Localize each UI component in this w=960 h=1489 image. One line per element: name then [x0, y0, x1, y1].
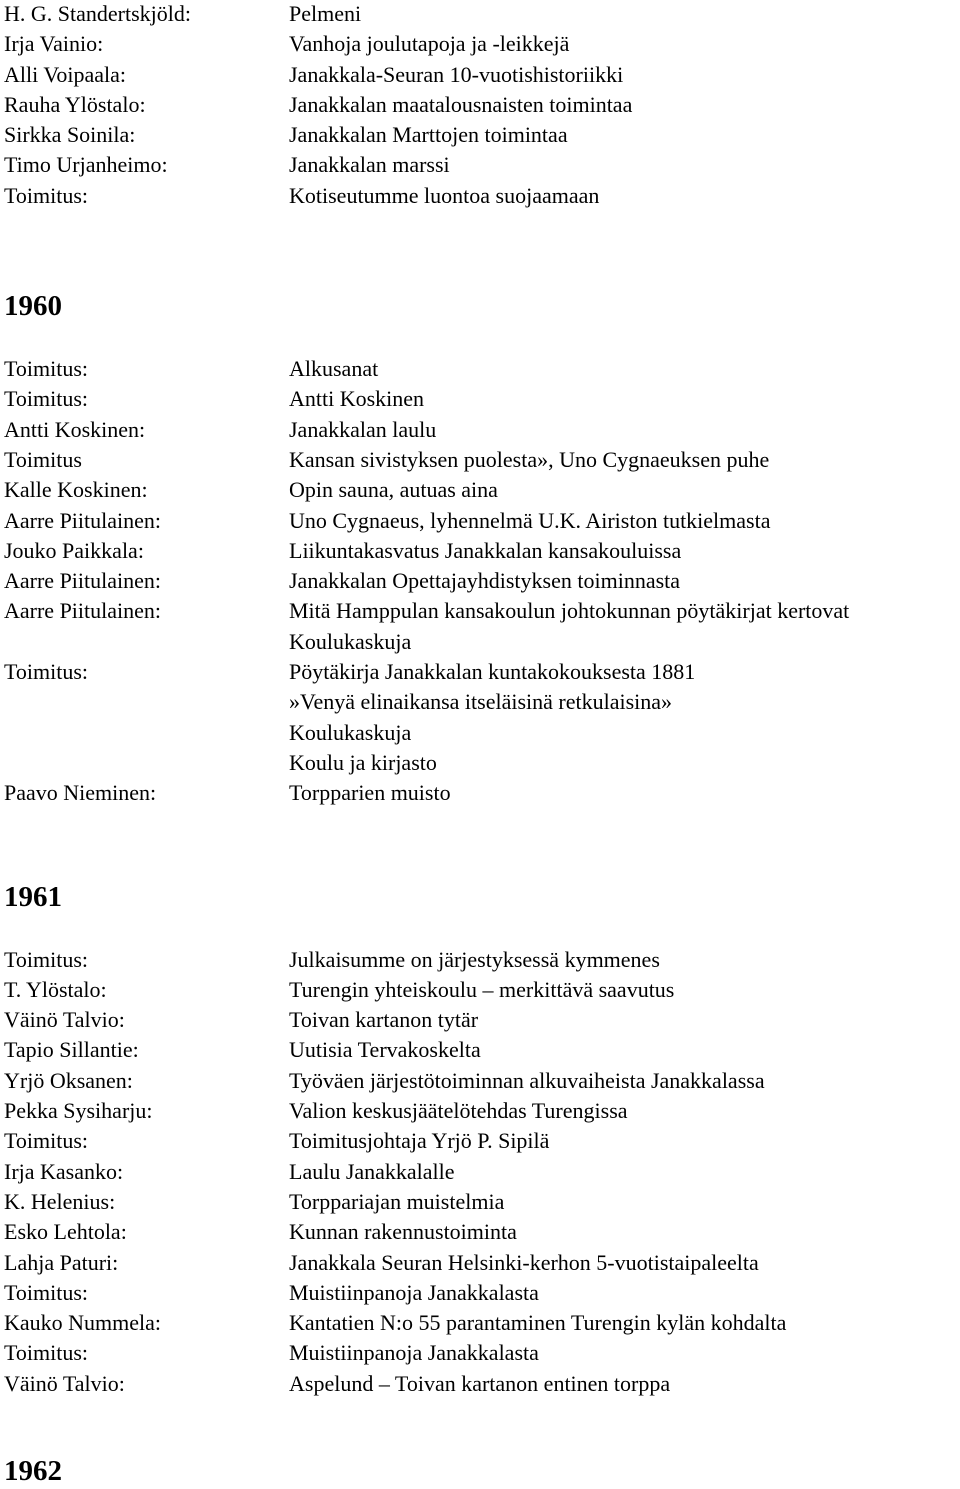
list-item: [4, 1187, 960, 1217]
entry-title: Janakkalan Marttojen toimintaa: [289, 122, 568, 148]
entry-title: Muistiinpanoja Janakkalasta: [289, 1340, 539, 1366]
entry-title: Liikuntakasvatus Janakkalan kansakouluissa: [289, 537, 682, 563]
entry-author: Kalle Koskinen:: [4, 477, 148, 503]
entry-title: Alkusanat: [289, 356, 379, 382]
list-item: [4, 566, 960, 596]
entry-title: Valion keskusjäätelötehdas Turengissa: [289, 1098, 628, 1124]
list-item: [4, 627, 960, 657]
list-item: [4, 1066, 960, 1096]
list-item: [4, 354, 960, 384]
entry-author: Antti Koskinen:: [4, 416, 146, 442]
entry-title: Torppariajan muistelmia: [289, 1188, 505, 1214]
entry-author: Yrjö Oksanen:: [4, 1067, 133, 1093]
list-item: [4, 1338, 960, 1368]
entry-author: Lahja Paturi:: [4, 1249, 119, 1275]
list-item: [4, 945, 960, 975]
entry-title: Antti Koskinen: [289, 386, 425, 412]
year-heading: 1960: [4, 290, 62, 323]
entry-title: Muistiinpanoja Janakkalasta: [289, 1279, 539, 1305]
entry-title: Janakkala-Seuran 10-vuotishistoriikki: [289, 61, 624, 87]
list-item: [4, 536, 960, 566]
entry-author: Irja Vainio:: [4, 31, 104, 57]
entry-author: Pekka Sysiharju:: [4, 1098, 153, 1124]
entry-title: Toimitusjohtaja Yrjö P. Sipilä: [289, 1128, 550, 1154]
entry-title: Laulu Janakkalalle: [289, 1158, 455, 1184]
year-heading: 1961: [4, 880, 62, 913]
spacer: [4, 915, 960, 945]
entry-title: Koulukaskuja: [289, 719, 412, 745]
list-item: [4, 60, 960, 90]
list-item: [4, 384, 960, 414]
list-item: [4, 687, 960, 717]
list-item: [4, 975, 960, 1005]
list-item: [4, 1096, 960, 1126]
list-item: [4, 657, 960, 687]
entry-title: Janakkalan laulu: [289, 416, 437, 442]
entry-author: Toimitus:: [4, 356, 89, 382]
section-1962: [4, 1453, 960, 1489]
entry-author: Irja Kasanko:: [4, 1158, 124, 1184]
entry-author: Toimitus:: [4, 1340, 89, 1366]
list-item: [4, 1248, 960, 1278]
section-1960: [4, 288, 960, 808]
entry-author: Toimitus: [4, 446, 82, 472]
entry-author: Paavo Nieminen:: [4, 780, 157, 806]
entry-author: Väinö Talvio:: [4, 1370, 125, 1396]
list-item: [4, 29, 960, 59]
entry-title: Kotiseutumme luontoa suojaamaan: [289, 182, 600, 208]
entry-author: H. G. Standertskjöld:: [4, 1, 191, 26]
spacer: [4, 324, 960, 354]
spacer: [4, 211, 960, 288]
entry-author: T. Ylöstalo:: [4, 976, 107, 1002]
entry-title: Koulukaskuja: [289, 628, 412, 654]
section-continued: [4, 0, 960, 211]
list-item: [4, 748, 960, 778]
entry-author: Toimitus:: [4, 1279, 89, 1305]
list-item: [4, 506, 960, 536]
year-heading: 1962: [4, 1454, 62, 1487]
list-item: [4, 1126, 960, 1156]
list-item: [4, 1369, 960, 1399]
entry-title: Kantatien N:o 55 parantaminen Turengin kylän kohdalta: [289, 1310, 787, 1336]
spacer: [4, 1399, 960, 1453]
list-item: [4, 1278, 960, 1308]
list-item: [4, 596, 960, 626]
list-item: [4, 445, 960, 475]
entry-title: Janakkalan marssi: [289, 152, 450, 178]
list-item: [4, 1308, 960, 1338]
list-item: [4, 1035, 960, 1065]
list-item: [4, 90, 960, 120]
entry-title: Uno Cygnaeus, lyhennelmä U.K. Airiston tutkielmasta: [289, 507, 771, 533]
entry-author: Jouko Paikkala:: [4, 537, 144, 563]
list-item: [4, 718, 960, 748]
entry-author: Rauha Ylöstalo:: [4, 91, 146, 117]
entry-author: Toimitus:: [4, 946, 89, 972]
entry-author: Toimitus:: [4, 659, 89, 685]
entry-title: Koulu ja kirjasto: [289, 749, 437, 775]
list-item: [4, 1005, 960, 1035]
entry-title: Kansan sivistyksen puolesta», Uno Cygnaeuksen puhe: [289, 446, 770, 472]
entry-title: Janakkala Seuran Helsinki-kerhon 5-vuotistaipaleelta: [289, 1249, 759, 1275]
entry-title: Mitä Hamppulan kansakoulun johtokunnan pöytäkirjat kertovat: [289, 598, 850, 624]
entry-title: Opin sauna, autuas aina: [289, 477, 498, 503]
list-item: [4, 1217, 960, 1247]
list-item: [4, 120, 960, 150]
entry-title: Uutisia Tervakoskelta: [289, 1037, 481, 1063]
entry-author: Sirkka Soinila:: [4, 122, 136, 148]
entry-title: Vanhoja joulutapoja ja -leikkejä: [289, 31, 570, 57]
list-item: [4, 181, 960, 211]
document-page: [4, 0, 960, 1489]
entry-title: Aspelund – Toivan kartanon entinen torppa: [289, 1370, 671, 1396]
list-item: [4, 778, 960, 808]
entry-title: Torpparien muisto: [289, 780, 451, 806]
entry-title: Janakkalan Opettajayhdistyksen toiminnasta: [289, 568, 681, 594]
section-1961: [4, 879, 960, 1399]
entry-author: Toimitus:: [4, 1128, 89, 1154]
entry-author: K. Helenius:: [4, 1188, 116, 1214]
entry-title: Kunnan rakennustoiminta: [289, 1219, 517, 1245]
entry-title: Pelmeni: [289, 1, 362, 26]
entry-author: Alli Voipaala:: [4, 61, 127, 87]
entry-author: Tapio Sillantie:: [4, 1037, 139, 1063]
entry-title: Turengin yhteiskoulu – merkittävä saavutus: [289, 976, 675, 1002]
entry-title: Julkaisumme on järjestyksessä kymmenes: [289, 946, 660, 972]
list-item: [4, 150, 960, 180]
entry-title: Janakkalan maatalousnaisten toimintaa: [289, 91, 633, 117]
entry-author: Aarre Piitulainen:: [4, 507, 162, 533]
entry-author: Aarre Piitulainen:: [4, 598, 162, 624]
list-item: [4, 0, 960, 29]
entry-author: Esko Lehtola:: [4, 1219, 127, 1245]
entry-author: Aarre Piitulainen:: [4, 568, 162, 594]
spacer: [4, 809, 960, 879]
list-item: [4, 475, 960, 505]
entry-title: Pöytäkirja Janakkalan kuntakokouksesta 1881: [289, 659, 696, 685]
entry-author: Väinö Talvio:: [4, 1007, 125, 1033]
entry-author: Toimitus:: [4, 386, 89, 412]
entry-title: Toivan kartanon tytär: [289, 1007, 479, 1033]
entry-title: Työväen järjestötoiminnan alkuvaiheista Janakkalassa: [289, 1067, 765, 1093]
list-item: [4, 415, 960, 445]
list-item: [4, 1157, 960, 1187]
entry-author: Timo Urjanheimo:: [4, 152, 168, 178]
entry-title: »Venyä elinaikansa itseläisinä retkulaisina»: [289, 689, 673, 715]
entry-author: Toimitus:: [4, 182, 89, 208]
entry-author: Kauko Nummela:: [4, 1310, 162, 1336]
